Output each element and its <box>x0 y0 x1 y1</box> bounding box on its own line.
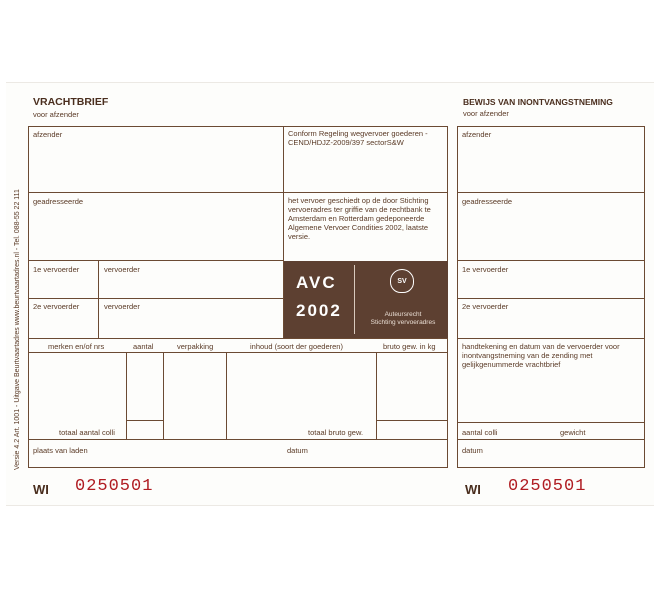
rule <box>126 420 163 421</box>
avc-logo-line1: AVC <box>296 273 337 292</box>
receipt-title: BEWIJS VAN INONTVANGSTNEMING <box>463 97 613 107</box>
rule <box>376 420 448 421</box>
inhoud-header: inhoud (soort der goederen) <box>250 342 343 351</box>
rule <box>28 260 284 261</box>
datum-label: datum <box>287 446 308 455</box>
rule <box>28 338 448 339</box>
totaal-colli-label: totaal aantal colli <box>59 428 115 437</box>
receipt-afzender-label: afzender <box>462 130 492 139</box>
totaal-bruto-label: totaal bruto gew. <box>308 428 364 437</box>
rule <box>28 126 448 127</box>
rule <box>457 298 645 299</box>
avc-logo <box>284 261 448 338</box>
receipt-vervoerder1-label: 1e vervoerder <box>462 265 509 274</box>
receipt-geadresseerde-label: geadresseerde <box>462 197 513 206</box>
receipt-gewicht-label: gewicht <box>560 428 586 437</box>
form-subtitle: voor afzender <box>33 110 79 119</box>
rule <box>457 260 645 261</box>
receipt-datum-label: datum <box>462 446 483 455</box>
rule <box>28 439 448 440</box>
wi-label: WI <box>33 482 49 497</box>
logo-caption <box>364 311 442 327</box>
vervoerder2-label: 2e vervoerder <box>33 302 80 311</box>
logo-caption-2: Stichting vervoeradres <box>370 319 436 326</box>
avc-logo-line2: 2002 <box>296 301 342 320</box>
rule <box>457 422 645 423</box>
rule <box>163 352 164 439</box>
receipt-aantal-colli-label: aantal colli <box>462 428 498 437</box>
merken-header: merken en/of nrs <box>48 342 105 351</box>
rule <box>376 352 377 439</box>
emblem-text: SV <box>397 277 407 285</box>
rule <box>457 126 458 467</box>
logo-caption-1: Auteursrecht <box>384 311 422 318</box>
rule <box>457 467 645 468</box>
rule <box>457 192 645 193</box>
geadresseerde-label: geadresseerde <box>33 197 84 206</box>
logo-divider <box>354 265 355 334</box>
bruto-header: bruto gew. in kg <box>383 342 436 351</box>
afzender-label: afzender <box>33 130 63 139</box>
vervoer-conditions-text: het vervoer geschiedt op de door Stichting vervoeradres ter griffie van de rechtbank te Amsterdam en Rotterdam gedeponeerde Algemene Vervoer Condities 2002, laatste versie. <box>288 196 431 241</box>
serial-number: 0250501 <box>75 477 154 496</box>
vervoerder1-label: 1e vervoerder <box>33 265 80 274</box>
receipt-vervoerder2-label: 2e vervoerder <box>462 302 509 311</box>
stichting-emblem-icon <box>390 269 414 293</box>
rule <box>28 298 284 299</box>
rule <box>126 352 127 439</box>
aantal-header: aantal <box>133 342 154 351</box>
receipt-wi-label: WI <box>465 482 481 497</box>
side-imprint: Versie 4.2 Art. 1001 - Uitgave Beurtvaartadres www.beurtvaartadres.nl - Tel. 088-55 22 111 <box>14 189 21 470</box>
regeling-text: Conform Regeling wegvervoer goederen - CEND/HDJZ-2009/397 sectorS&W <box>288 129 428 147</box>
rule <box>457 338 645 339</box>
rule <box>644 126 645 467</box>
rule <box>28 126 29 467</box>
plaats-label: plaats van laden <box>33 446 88 455</box>
receipt-serial-number: 0250501 <box>508 477 587 496</box>
rule <box>457 439 645 440</box>
verpakking-header: verpakking <box>177 342 214 351</box>
rule <box>28 467 448 468</box>
form-title: VRACHTBRIEF <box>33 96 109 108</box>
rule <box>28 352 448 353</box>
rule <box>226 352 227 439</box>
receipt-subtitle: voor afzender <box>463 109 509 118</box>
vervoerder-label: vervoerder <box>104 302 140 311</box>
rule <box>98 260 99 338</box>
handtekening-text: handtekening en datum van de vervoerder voor inontvangstneming van de zending met gelijkgenummerde vrachtbrief <box>462 342 620 369</box>
rule <box>457 126 645 127</box>
vervoerder-label: vervoerder <box>104 265 140 274</box>
rule <box>28 192 448 193</box>
